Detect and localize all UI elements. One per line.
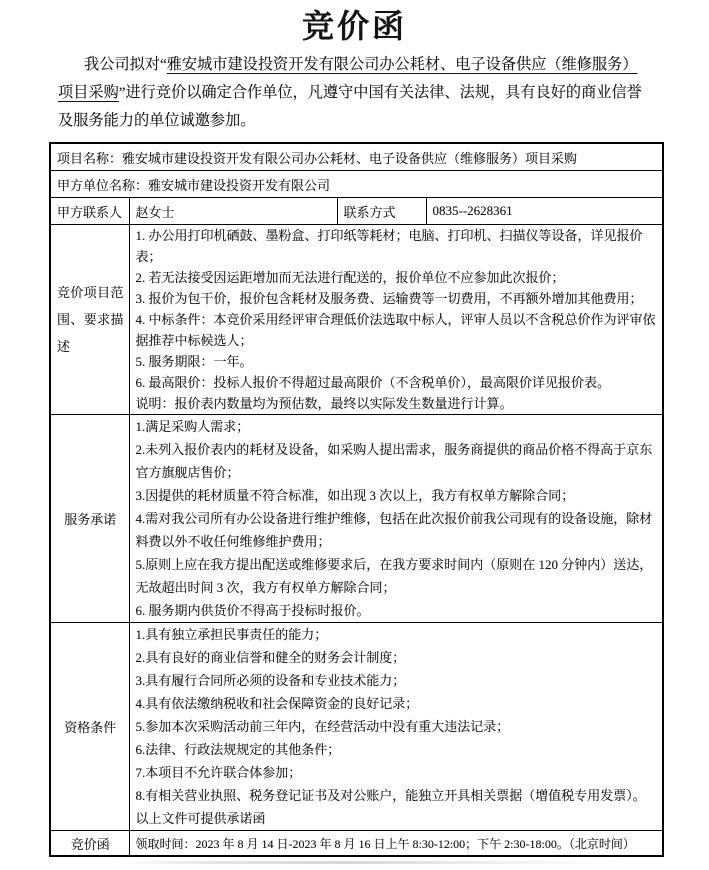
item-line: 4.需对我公司所有办公设备进行维护维修，包括在此次报价前我公司现有的设备设施，除材料费以外不收任何维修维护费用； [135, 511, 653, 549]
item-line: 5. 服务期限：一年。 [135, 354, 253, 369]
document-title: 竞价函 [301, 8, 407, 44]
scan-artifact [110, 861, 630, 864]
table-row-scope [50, 225, 663, 415]
party-name-cell: 甲方单位名称：雅安城市建设投资开发有限公司 [50, 171, 663, 198]
table-row-service [50, 415, 663, 623]
contact-name-cell: 赵女士 [129, 198, 337, 225]
item-line: 1.具有独立承担民事责任的能力； [135, 627, 328, 642]
table-row-letter-pickup [50, 831, 663, 857]
letter-label-cell: 竞价函 [50, 831, 129, 857]
table-row-party-name [50, 171, 663, 198]
table-row-project-name [50, 143, 663, 171]
intro-suffix: ”进行竞价以确定合作单位，凡遵守中国有关法律、法规，具有良好的商业信誉及服务能力的单位诚邀参加。 [58, 84, 642, 129]
intro-paragraph [58, 51, 650, 135]
item-line: 6. 最高限价：投标人报价不得超过最高限价（不含税单价），最高限价详见报价表。 [135, 375, 611, 390]
intro-prefix: 我公司拟对“ [84, 56, 167, 73]
item-line: 说明：报价表内数量均为预估数，最终以实际发生数量进行计算。 [135, 396, 513, 411]
qualification-items-cell [129, 623, 663, 831]
item-line: 4.具有依法缴纳税收和社会保障资金的良好记录； [135, 696, 419, 711]
item-line: 8.有相关营业执照、税务登记证书及对公账户，能独立开具相关票据（增值税专用发票）。 [135, 788, 646, 803]
item-line: 5.参加本次采购活动前三年内，在经营活动中没有重大违法记录； [135, 719, 510, 734]
item-line: 2.具有良好的商业信誉和健全的财务会计制度； [135, 650, 406, 665]
item-line: 3.具有履行合同所必须的设备和专业技术能力； [135, 673, 406, 688]
scope-items-cell [129, 225, 663, 415]
table-row-contact [50, 198, 663, 225]
table-row-qualification [50, 623, 663, 831]
item-line: 4. 中标条件：本竞价采用经评审合理低价法选取中标人，评审人员以不含税总价作为评审依据推荐中标候选人； [135, 312, 656, 348]
item-line: 2.未列入报价表内的耗材及设备，如采购人提出需求，服务商提供的商品价格不得高于京东官方旗舰店售价； [135, 442, 653, 480]
bidding-info-table [49, 142, 664, 857]
service-label-cell: 服务承诺 [50, 415, 129, 623]
scope-label-cell: 竞价项目范围、要求描述 [50, 225, 129, 415]
item-line: 3.因提供的耗材质量不符合标准，如出现 3 次以上，我方有权单方解除合同； [135, 488, 575, 503]
item-line: 1.满足采购人需求； [135, 419, 250, 434]
item-line: 5.原则上应在我方提出配送或维修要求后，在我方要求时间内（原则在 120 分钟内）送达，无故超出时间 3 次，我方有权单方解除合同； [135, 557, 653, 595]
item-line: 以上文件可提供承诺函 [135, 811, 266, 826]
item-line: 7.本项目不允许联合体参加； [135, 765, 302, 780]
item-line: 2. 若无法接受因运距增加而无法进行配送的，报价单位不应参加此次报价； [135, 270, 565, 285]
item-line: 1. 办公用打印机硒鼓、墨粉盒、打印纸等耗材；电脑、打印机、扫描仪等设备，详见报价表； [135, 228, 643, 264]
contact-method-value-cell: 0835--2628361 [426, 198, 663, 225]
item-line: 6.法律、行政法规规定的其他条件； [135, 742, 341, 757]
project-name-cell: 项目名称：雅安城市建设投资开发有限公司办公耗材、电子设备供应（维修服务）项目采购 [50, 143, 663, 171]
item-line: 6. 服务期内供货价不得高于投标时报价。 [135, 603, 370, 618]
letter-pickup-time-cell: 领取时间：2023 年 8 月 14 日-2023 年 8 月 16 日上午 8:30-12:00；下午 2:30-18:00。（北京时间） [129, 831, 663, 857]
service-items-cell [129, 415, 663, 623]
item-line: 3. 报价为包干价，报价包含耗材及服务费、运输费等一切费用，不再额外增加其他费用； [135, 291, 643, 306]
intro-project-name-underlined: 雅安城市建设投资开发有限公司办公耗材、电子设备供应（维修服务）项目采购 [58, 56, 638, 101]
qualification-label-cell: 资格条件 [50, 623, 129, 831]
contact-method-label-cell: 联系方式 [337, 198, 426, 225]
contact-label-cell: 甲方联系人 [50, 198, 129, 225]
